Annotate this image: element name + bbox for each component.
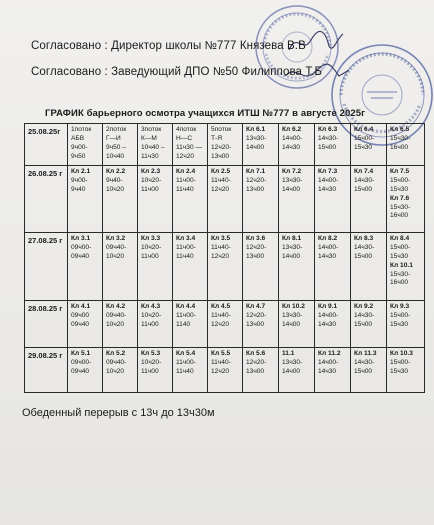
schedule-cell <box>103 301 138 348</box>
class-label: 11.1 <box>282 350 295 357</box>
time-text: 11ч40 <box>176 252 194 260</box>
class-label: Кл 7.3 <box>318 168 338 175</box>
time-text: 14ч30- <box>318 134 339 142</box>
time-text: Н—С <box>176 134 193 142</box>
schedule-cell <box>173 301 208 348</box>
row-date: 26.08.25 г <box>25 166 68 233</box>
schedule-cell <box>68 166 103 233</box>
schedule-cell <box>68 124 103 166</box>
schedule-cell <box>279 301 315 348</box>
time-text: 15ч00 <box>318 143 337 151</box>
approval-director: Согласовано : Директор школы №777 Князева В.В <box>31 40 306 52</box>
row-date: 25.08.25г <box>25 124 68 166</box>
time-text: 10ч20 <box>106 367 125 375</box>
time-text: 11ч00- <box>176 311 196 319</box>
class-label: Кл 5.3 <box>141 350 161 357</box>
time-text: 14ч30- <box>354 358 375 366</box>
schedule-cell <box>243 348 279 393</box>
approval-head: Согласовано : Заведующий ДПО №50 Филиппова Т.Б <box>31 66 323 78</box>
time-text: 9ч40 <box>71 185 86 193</box>
class-label: Кл 6.3 <box>318 126 338 133</box>
schedule-cell <box>173 233 208 301</box>
schedule-cell <box>315 166 351 233</box>
time-text: 1140 <box>176 320 191 328</box>
time-text: 13ч00 <box>246 320 265 328</box>
time-text: 11ч00- <box>176 358 196 366</box>
schedule-cell <box>351 124 387 166</box>
class-label: Кл 8.1 <box>282 235 302 242</box>
time-text: 11ч40- <box>211 176 231 184</box>
time-text: 11ч40 <box>176 367 194 375</box>
schedule-cell <box>138 301 173 348</box>
class-label: Кл 4.1 <box>71 303 91 310</box>
class-label: Кл 7.5 <box>390 168 410 175</box>
class-label: Кл 6.1 <box>246 126 266 133</box>
time-text: 15ч00- <box>390 243 411 251</box>
class-label: Кл 4.3 <box>141 303 161 310</box>
schedule-cell <box>243 124 279 166</box>
class-label: 4поток <box>176 126 197 133</box>
schedule-cell <box>173 124 208 166</box>
schedule-cell <box>243 233 279 301</box>
time-text: 9ч50 <box>71 152 86 160</box>
class-label: Кл 9.3 <box>390 303 410 310</box>
time-text: 14ч00- <box>318 358 339 366</box>
schedule-cell <box>387 166 425 233</box>
time-text: 15ч00 <box>354 367 373 375</box>
time-text: 10ч20- <box>141 176 162 184</box>
schedule-cell <box>351 301 387 348</box>
time-text: 12ч20- <box>246 243 267 251</box>
class-label: Кл 3.5 <box>211 235 231 242</box>
time-text: 15ч30- <box>390 203 411 211</box>
time-text: 09ч40 <box>71 320 90 328</box>
schedule-cell <box>279 233 315 301</box>
class-label: Кл 8.2 <box>318 235 338 242</box>
time-text: 09ч40 <box>71 367 90 375</box>
time-text: 9ч40- <box>106 176 123 184</box>
class-label: Кл 11.3 <box>354 350 377 357</box>
time-text: 12ч20- <box>246 358 267 366</box>
time-text: 14ч00 <box>282 252 301 260</box>
time-text: 12ч20 <box>176 152 195 160</box>
time-text: 16ч00 <box>390 212 409 220</box>
schedule-cell <box>279 124 315 166</box>
time-text: 13ч30- <box>282 358 303 366</box>
schedule-cell <box>173 348 208 393</box>
class-label: Кл 2.1 <box>71 168 91 175</box>
class-label: 2поток <box>106 126 127 133</box>
class-label: 1поток <box>71 126 92 133</box>
time-text: 16ч00 <box>390 143 409 151</box>
time-text: 10ч40 <box>106 152 125 160</box>
schedule-cell <box>208 233 243 301</box>
time-text: 16ч00 <box>390 279 409 287</box>
time-text: К—М <box>141 134 157 142</box>
class-label: Кл 10.3 <box>390 350 413 357</box>
time-text: 14ч00 <box>282 367 301 375</box>
schedule-cell <box>315 301 351 348</box>
class-label: Кл 3.1 <box>71 235 91 242</box>
time-text: 9ч50 – <box>106 143 126 151</box>
schedule-cell <box>387 301 425 348</box>
schedule-cell <box>315 348 351 393</box>
time-text: 10ч40 – <box>141 143 165 151</box>
time-text: 15ч30 <box>390 252 409 260</box>
row-date: 27.08.25 г <box>25 233 68 301</box>
time-text: 11ч00 <box>141 185 159 193</box>
class-label: Кл 7.2 <box>282 168 302 175</box>
time-text: 12ч20- <box>246 176 267 184</box>
class-label: Кл 2.5 <box>211 168 231 175</box>
time-text: 12ч20 <box>211 185 230 193</box>
class-label: Кл 6.2 <box>282 126 302 133</box>
time-text: 14ч30 <box>318 185 337 193</box>
class-label: Кл 9.1 <box>318 303 338 310</box>
time-text: 9ч00- <box>71 176 88 184</box>
time-text: Т-Я <box>211 134 222 142</box>
time-text: 15ч00 <box>354 320 373 328</box>
schedule-cell <box>68 348 103 393</box>
time-text: 10ч20- <box>141 311 162 319</box>
schedule-cell <box>387 348 425 393</box>
time-text: АБВ <box>71 134 85 142</box>
time-text: 10ч20 <box>106 185 125 193</box>
time-text: 14ч00 <box>282 185 301 193</box>
time-text: 11ч00 <box>141 252 159 260</box>
class-label: Кл 8.4 <box>390 235 410 242</box>
time-text: 14ч00- <box>318 311 339 319</box>
time-text: 14ч00- <box>318 176 339 184</box>
schedule-table <box>24 123 425 393</box>
time-text: 14ч30 <box>318 320 337 328</box>
time-text: 15ч00- <box>354 134 375 142</box>
row-date: 28.08.25 г <box>25 301 68 348</box>
time-text: 11ч30 — <box>176 143 203 151</box>
class-label: Кл 3.4 <box>176 235 196 242</box>
class-label: Кл 9.2 <box>354 303 374 310</box>
time-text: 14ч00- <box>318 243 339 251</box>
document-title: ГРАФИК барьерного осмотра учащихся ИТШ №777 в августе 2025г <box>45 108 366 119</box>
time-text: 09ч40- <box>106 243 127 251</box>
time-text: 13ч00 <box>246 367 265 375</box>
time-text: 15ч30- <box>390 134 411 142</box>
class-label: Кл 10.1 <box>390 261 413 269</box>
time-text: 12ч20 <box>211 320 230 328</box>
time-text: 15ч30 <box>354 143 373 151</box>
time-text: 15ч00- <box>390 358 411 366</box>
time-text: 11ч00 <box>141 367 159 375</box>
schedule-cell <box>208 124 243 166</box>
class-label: Кл 4.5 <box>211 303 231 310</box>
time-text: 14ч30 <box>318 367 337 375</box>
class-label: Кл 3.3 <box>141 235 161 242</box>
lunch-break-note: Обеденный перерыв с 13ч до 13ч30м <box>22 407 215 419</box>
class-label: Кл 11.2 <box>318 350 341 357</box>
time-text: 15ч00- <box>390 311 411 319</box>
schedule-cell <box>243 166 279 233</box>
class-label: Кл 2.2 <box>106 168 126 175</box>
schedule-cell <box>138 166 173 233</box>
class-label: Кл 8.3 <box>354 235 374 242</box>
time-text: 14ч00- <box>282 134 303 142</box>
time-text: 11ч40- <box>211 358 231 366</box>
schedule-cell <box>68 301 103 348</box>
time-text: 13ч30- <box>282 243 303 251</box>
schedule-cell <box>351 233 387 301</box>
schedule-row <box>25 166 425 233</box>
schedule-cell <box>243 301 279 348</box>
time-text: 14ч30- <box>354 243 375 251</box>
time-text: 10ч20 <box>106 252 125 260</box>
time-text: 11ч30 <box>141 152 159 160</box>
time-text: 10ч20- <box>141 358 162 366</box>
time-text: 14ч00 <box>282 320 301 328</box>
schedule-cell <box>103 124 138 166</box>
schedule-cell <box>68 233 103 301</box>
class-label: Кл 5.1 <box>71 350 91 357</box>
class-label: Кл 3.6 <box>246 235 266 242</box>
time-text: 09ч40- <box>106 311 127 319</box>
class-label: Кл 4.2 <box>106 303 126 310</box>
time-text: 11ч40 <box>176 185 194 193</box>
schedule-cell <box>208 348 243 393</box>
time-text: 15ч00 <box>354 252 373 260</box>
class-label: Кл 7.6 <box>390 194 410 202</box>
time-text: 15ч00- <box>390 176 411 184</box>
time-text: 9ч00- <box>71 143 88 151</box>
time-text: 11ч00- <box>176 243 196 251</box>
time-text: 13ч30- <box>246 134 267 142</box>
time-text: 13ч30- <box>282 311 303 319</box>
class-label: Кл 4.7 <box>246 303 266 310</box>
time-text: 14ч00 <box>246 143 265 151</box>
time-text: 14ч30 <box>282 143 301 151</box>
time-text: 10ч20- <box>141 243 162 251</box>
class-label: Кл 3.2 <box>106 235 126 242</box>
time-text: 09ч40 <box>71 252 90 260</box>
time-text: 14ч30- <box>354 176 375 184</box>
schedule-row <box>25 348 425 393</box>
schedule-cell <box>279 348 315 393</box>
schedule-cell <box>387 233 425 301</box>
time-text: 15ч30- <box>390 270 411 278</box>
schedule-cell <box>208 166 243 233</box>
time-text: 11ч40- <box>211 311 231 319</box>
time-text: Г—И <box>106 134 121 142</box>
time-text: 15ч30 <box>390 320 409 328</box>
time-text: 10ч20 <box>106 320 125 328</box>
time-text: 13ч00 <box>246 252 265 260</box>
schedule-cell <box>103 166 138 233</box>
time-text: 13ч30- <box>282 176 303 184</box>
time-text: 12ч20 <box>211 252 230 260</box>
schedule-cell <box>279 166 315 233</box>
class-label: 5поток <box>211 126 232 133</box>
schedule-cell <box>173 166 208 233</box>
class-label: Кл 5.5 <box>211 350 231 357</box>
schedule-cell <box>351 348 387 393</box>
schedule-cell <box>315 233 351 301</box>
time-text: 15ч00 <box>354 185 373 193</box>
schedule-cell <box>103 233 138 301</box>
class-label: Кл 6.5 <box>390 126 410 133</box>
time-text: 12ч20- <box>211 143 232 151</box>
class-label: 3поток <box>141 126 162 133</box>
class-label: Кл 2.3 <box>141 168 161 175</box>
schedule-row <box>25 233 425 301</box>
class-label: Кл 2.4 <box>176 168 196 175</box>
schedule-cell <box>138 233 173 301</box>
time-text: 15ч30 <box>390 367 409 375</box>
time-text: 14ч30 <box>318 252 337 260</box>
class-label: Кл 7.4 <box>354 168 374 175</box>
class-label: Кл 10.2 <box>282 303 305 310</box>
schedule-cell <box>138 124 173 166</box>
time-text: 11ч00 <box>141 320 159 328</box>
time-text: 14ч30- <box>354 311 375 319</box>
time-text: 12ч20 <box>211 367 230 375</box>
schedule-row <box>25 124 425 166</box>
schedule-cell <box>387 124 425 166</box>
schedule-row <box>25 301 425 348</box>
class-label: Кл 5.2 <box>106 350 126 357</box>
schedule-cell <box>315 124 351 166</box>
class-label: Кл 5.6 <box>246 350 266 357</box>
time-text: 09ч40- <box>106 358 127 366</box>
schedule-cell <box>208 301 243 348</box>
class-label: Кл 4.4 <box>176 303 196 310</box>
row-date: 29.08.25 г <box>25 348 68 393</box>
time-text: 13ч00 <box>246 185 265 193</box>
time-text: 09ч00- <box>71 358 92 366</box>
schedule-cell <box>351 166 387 233</box>
time-text: 15ч30 <box>390 185 409 193</box>
time-text: 13ч00 <box>211 152 230 160</box>
class-label: Кл 6.4 <box>354 126 374 133</box>
time-text: 12ч20- <box>246 311 267 319</box>
time-text: 11ч00- <box>176 176 196 184</box>
time-text: 11ч40- <box>211 243 231 251</box>
class-label: Кл 5.4 <box>176 350 196 357</box>
time-text: 09ч00- <box>71 243 92 251</box>
schedule-cell <box>103 348 138 393</box>
class-label: Кл 7.1 <box>246 168 266 175</box>
schedule-cell <box>138 348 173 393</box>
time-text: 09ч00 <box>71 311 90 319</box>
